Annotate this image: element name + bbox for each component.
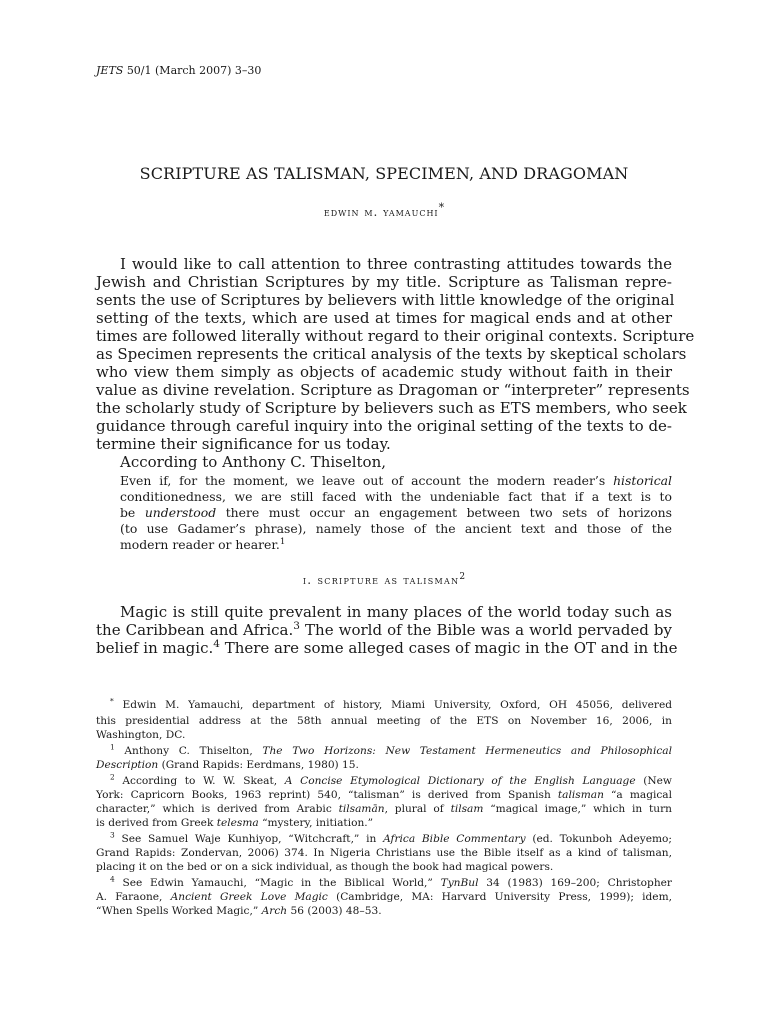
footnote-text: character,” which is derived from Arabic xyxy=(96,803,339,815)
footnote-3-line xyxy=(96,832,672,846)
footnote-4-line xyxy=(96,890,672,904)
body-paragraph-1-line: as Specimen represents the critical analysis of the texts by skeptical scholars xyxy=(96,345,687,363)
body-text: belief in magic. xyxy=(96,639,214,657)
quote-text: there must occur an engagement between two sets of horizons xyxy=(216,505,672,520)
footnote-text: “a magical xyxy=(603,789,673,801)
quote-text: Even if, for the moment, we leave out of account the modern reader’s xyxy=(120,473,614,488)
footnote-title: Arch xyxy=(261,905,288,917)
footnote-text: (Cambridge, MA: Harvard University Press, 1999); idem, xyxy=(327,891,672,903)
block-quote-line xyxy=(120,505,672,520)
footnote-4-line xyxy=(96,904,672,918)
footnote-title: The Two Horizons: New Testament Hermeneutics and Philosophical xyxy=(262,745,672,757)
footnote-title: Description xyxy=(96,759,159,771)
body-paragraph-1-line: termine their significance for us today. xyxy=(96,435,391,453)
body-text: The world of the Bible was a world pervaded by xyxy=(299,621,672,639)
running-head xyxy=(96,64,261,78)
footnote-text: (Grand Rapids: Eerdmans, 1980) 15. xyxy=(158,759,359,771)
footnote-term: tilsam xyxy=(450,803,484,815)
footnote-text: A. Faraone, xyxy=(96,891,171,903)
footnote-text: “mystery, initiation.” xyxy=(258,817,374,829)
body-paragraph-1-line: I would like to call attention to three contrasting attitudes towards the xyxy=(120,255,672,273)
footnote-star-line: this presidential address at the 58th annual meeting of the ETS on November 16, 2006, in xyxy=(96,715,672,727)
quote-text: be xyxy=(120,505,145,520)
footnote-text: See Edwin Yamauchi, “Magic in the Biblical World,” xyxy=(114,877,441,889)
footnote-text: According to W. W. Skeat, xyxy=(114,775,285,787)
footnote-term: telesma xyxy=(216,817,259,829)
footnote-star-line xyxy=(96,698,672,712)
footnote-text: 56 (2003) 48–53. xyxy=(287,905,382,917)
footnote-2-line xyxy=(96,816,672,830)
footnote-ref: 1 xyxy=(279,536,286,547)
author-line xyxy=(96,201,672,220)
footnote-1-line xyxy=(96,758,672,772)
body-paragraph-2: According to Anthony C. Thiselton, xyxy=(120,453,387,471)
footnote-text: , plural of xyxy=(384,803,451,815)
footnote-text: (ed. Tokunboh Adeyemo; xyxy=(525,833,672,845)
footnote-2-line xyxy=(96,788,672,802)
footnote-2-line xyxy=(96,802,672,816)
body-paragraph-3-line xyxy=(96,621,672,639)
footnote-title: TynBul xyxy=(440,877,479,889)
article-title: SCRIPTURE AS TALISMAN, SPECIMEN, AND DRAGOMAN xyxy=(139,164,629,183)
footnote-text: “When Spells Worked Magic,” xyxy=(96,905,262,917)
footnote-ref: 3 xyxy=(293,620,300,632)
body-paragraph-3-line: Magic is still quite prevalent in many places of the world today such as xyxy=(120,603,672,621)
footnote-text: See Samuel Waje Kunhiyop, “Witchcraft,” in xyxy=(114,833,384,845)
footnote-term: tilsamān xyxy=(338,803,385,815)
footnote-3-line: Grand Rapids: Zondervan, 2006) 374. In Nigeria Christians use the Bible itself as a kind of talisman, xyxy=(96,847,672,859)
issue-info: 50/1 (March 2007) 3–30 xyxy=(126,64,262,77)
footnote-number: 1 xyxy=(110,742,115,752)
footnote-text: York: Capricorn Books, 1963 reprint) 540, “talisman” is derived from Spanish xyxy=(96,789,558,801)
body-paragraph-1-line: times are followed literally without regard to their original contexts. Scripture xyxy=(96,327,695,345)
footnote-title: A Concise Etymological Dictionary of the English Language xyxy=(284,775,636,787)
footnote-number: 3 xyxy=(110,830,115,840)
footnote-term: talisman xyxy=(557,789,604,801)
footnote-ref: 2 xyxy=(459,572,466,582)
quote-emphasis: historical xyxy=(613,473,672,488)
footnote-text: (New xyxy=(635,775,672,787)
body-paragraph-1-line: who view them simply as objects of academic study without faith in their xyxy=(96,363,672,381)
footnote-text: Edwin M. Yamauchi, department of history, Miami University, Oxford, OH 45056, delivered xyxy=(113,699,672,711)
body-paragraph-3-line xyxy=(96,638,678,657)
footnote-4-line xyxy=(96,876,672,890)
body-paragraph-1-line: Jewish and Christian Scriptures by my title. Scripture as Talisman repre- xyxy=(96,273,672,291)
body-paragraph-1-line: value as divine revelation. Scripture as Dragoman or “interpreter” represents xyxy=(96,381,690,399)
footnote-2-line xyxy=(96,774,672,788)
block-quote-line xyxy=(120,473,672,488)
section-heading xyxy=(96,572,672,588)
quote-text: modern reader or hearer. xyxy=(120,537,280,552)
body-paragraph-1-line: the scholarly study of Scripture by believers such as ETS members, who seek xyxy=(96,399,687,417)
body-text: There are some alleged cases of magic in the OT and in the xyxy=(219,639,678,657)
footnote-3-line: placing it on the bed or on a sick individual, as though the book had magical powers. xyxy=(96,861,554,873)
journal-name: JETS xyxy=(96,64,124,77)
footnote-number: 4 xyxy=(110,874,115,884)
author-footnote-mark: * xyxy=(438,201,445,214)
footnote-text: “magical image,” which in turn xyxy=(483,803,673,815)
block-quote-line: (to use Gadamer’s phrase), namely those of the ancient text and those of the xyxy=(120,521,672,536)
footnote-text: Anthony C. Thiselton, xyxy=(114,745,263,757)
body-paragraph-1-line: setting of the texts, which are used at times for magical ends and at other xyxy=(96,309,672,327)
footnote-ref: 4 xyxy=(213,638,220,650)
footnote-title: Ancient Greek Love Magic xyxy=(170,891,328,903)
footnote-1-line xyxy=(96,744,672,758)
body-paragraph-1-line: guidance through careful inquiry into the original setting of the texts to de- xyxy=(96,417,672,435)
author-name: edwin m. yamauchi xyxy=(323,205,439,219)
quote-emphasis: understood xyxy=(144,505,217,520)
block-quote-line: conditionedness, we are still faced with the undeniable fact that if a text is to xyxy=(120,489,672,504)
body-paragraph-1-line: sents the use of Scriptures by believers with little knowledge of the original xyxy=(96,291,675,309)
footnote-title: Africa Bible Commentary xyxy=(383,833,526,845)
footnote-text: is derived from Greek xyxy=(96,817,217,829)
footnote-mark: * xyxy=(110,696,114,706)
section-heading-text: i. scripture as talisman xyxy=(302,573,460,587)
body-text: the Caribbean and Africa. xyxy=(96,621,294,639)
block-quote-line xyxy=(120,537,672,552)
footnote-text: 34 (1983) 169–200; Christopher xyxy=(478,877,672,889)
footnote-star-line: Washington, DC. xyxy=(96,729,186,741)
footnote-number: 2 xyxy=(110,772,115,782)
